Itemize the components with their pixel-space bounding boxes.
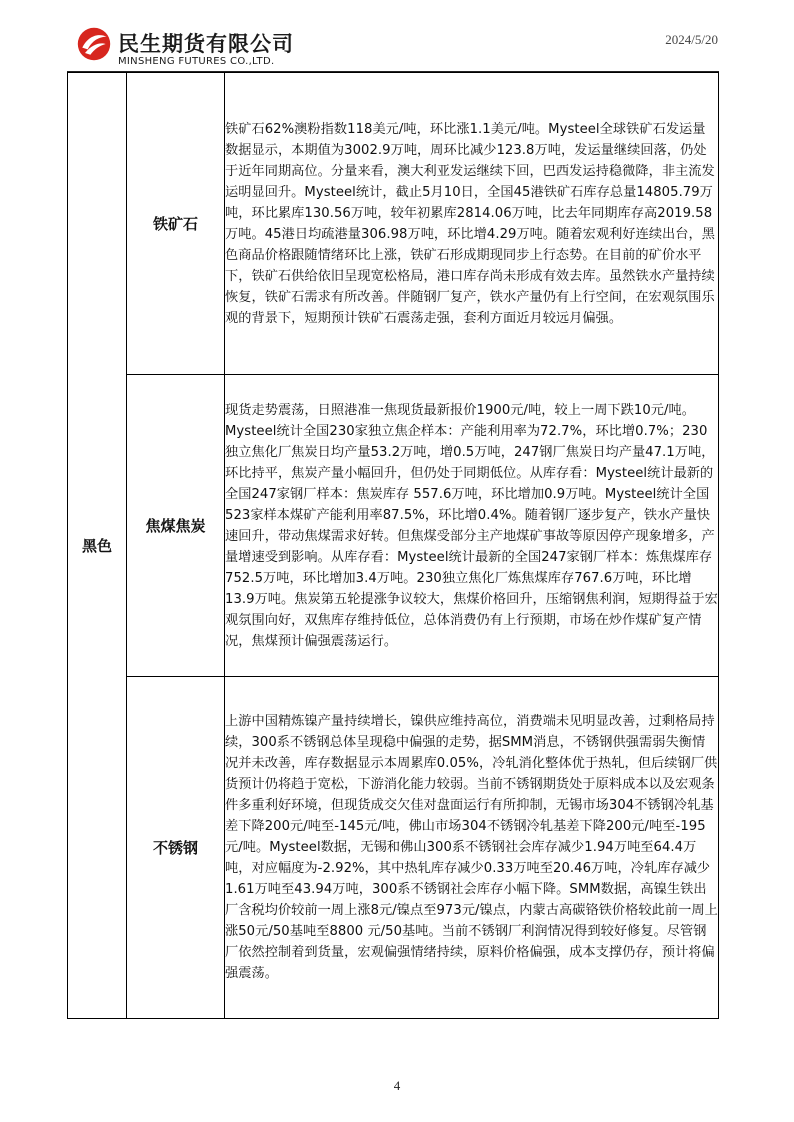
row-content-stainless-steel: 上游中国精炼镍产量持续增长，镍供应维持高位，消费端未见明显改善，过剩格局持续，300系不锈钢总体呈现稳中偏强的走势，据SMM消息，不锈钢供强需弱失衡情况并未改善，库存数据显示本周累库0.05%，冷轧消化整体优于热轧，但后续钢厂供货预计仍将趋于宽松，下游消化能力较弱。当前不锈钢期货处于原料成本以及宏观条件多重利好环境，但现货成交欠佳对盘面运行有所抑制，无锡市场304不锈钢冷轧基差下降200元/吨至-145元/吨，佛山市场304不锈钢冷轧基差下降200元/吨至-195元/吨。Mysteel数据，无锡和佛山300系不锈钢社会库存减少1.94万吨至64.4万吨，对应幅度为-2.92%，其中热轧库存减少0.33万吨至20.46万吨，冷轧库存减少1.61万吨至43.94万吨，300系不锈钢社会库存小幅下降。SMM数据，高镍生铁出厂含税均价较前一周上涨8元/镍点至973元/镍点，内蒙古高碳铬铁价格较此前一周上涨50元/50基吨至8800 元/50基吨。当前不锈钢厂利润情况得到较好修复。尽管钢厂依然控制着到货量，宏观偏强情绪持续，原料价格偏强，成本支撑仍存，预计将偏强震荡。 xyxy=(225,677,719,1019)
report-date: 2024/5/20 xyxy=(665,32,718,47)
table-row xyxy=(68,73,719,375)
row-label-coking-coal-coke: 焦煤焦炭 xyxy=(127,375,225,677)
company-name-en: MINSHENG FUTURES CO.,LTD. xyxy=(118,56,275,67)
row-label-iron-ore: 铁矿石 xyxy=(127,73,225,375)
table-row xyxy=(68,375,719,677)
category-cell: 黑色 xyxy=(68,73,127,1019)
row-content-coking-coal-coke: 现货走势震荡，日照港准一焦现货最新报价1900元/吨，较上一周下跌10元/吨。Mysteel统计全国230家独立焦企样本：产能利用率为72.7%，环比增0.7%；230独立焦化厂焦炭日均产量53.2万吨，增0.5万吨，247钢厂焦炭日均产量47.1万吨，环比持平，焦炭产量小幅回升，但仍处于同期低位。从库存看：Mysteel统计最新的全国247家钢厂样本：焦炭库存 557.6万吨，环比增加0.9万吨。Mysteel统计全国523家样本煤矿产能利用率87.5%，环比增0.4%。随着钢厂逐步复产，铁水产量快速回升，带动焦煤需求好转。但焦煤受部分主产地煤矿事故等原因停产现象增多，产量增速受到影响。从库存看：Mysteel统计最新的全国247家钢厂样本：炼焦煤库存 752.5万吨，环比增加3.4万吨。230独立焦化厂炼焦煤库存767.6万吨，环比增13.9万吨。焦炭第五轮提涨争议较大，焦煤价格回升，压缩钢焦利润，短期得益于宏观氛围向好，双焦库存维持低位，总体消费仍有上行预期，市场在炒作煤矿复产情况，焦煤预计偏强震荡运行。 xyxy=(225,375,719,677)
row-label-stainless-steel: 不锈钢 xyxy=(127,677,225,1019)
commodity-table xyxy=(67,72,719,1019)
company-name-cn: 民生期货有限公司 xyxy=(118,32,294,56)
page-number: 4 xyxy=(393,1078,401,1093)
row-content-iron-ore: 铁矿石62%澳粉指数118美元/吨，环比涨1.1美元/吨。Mysteel全球铁矿石发运量数据显示，本期值为3002.9万吨，周环比减少123.8万吨，发运量继续回落，仍处于近年同期高位。分量来看，澳大利亚发运继续下回，巴西发运持稳微降，非主流发运明显回升。Mysteel统计，截止5月10日，全国45港铁矿石库存总量14805.79万吨，环比累库130.56万吨，较年初累库2814.06万吨，比去年同期库存高2019.58万吨。45港日均疏港量306.98万吨，环比增4.29万吨。随着宏观利好连续出台，黑色商品价格跟随情绪环比上涨，铁矿石形成期现同步上行态势。在目前的矿价水平下，铁矿石供给依旧呈现宽松格局，港口库存尚未形成有效去库。虽然铁水产量持续恢复，铁矿石需求有所改善。伴随钢厂复产，铁水产量仍有上行空间，在宏观氛围乐观的背景下，短期预计铁矿石震荡走强，套利方面近月较远月偏强。 xyxy=(225,73,719,375)
company-logo-icon xyxy=(76,26,112,62)
table-row xyxy=(68,677,719,1019)
page-header xyxy=(76,24,722,70)
